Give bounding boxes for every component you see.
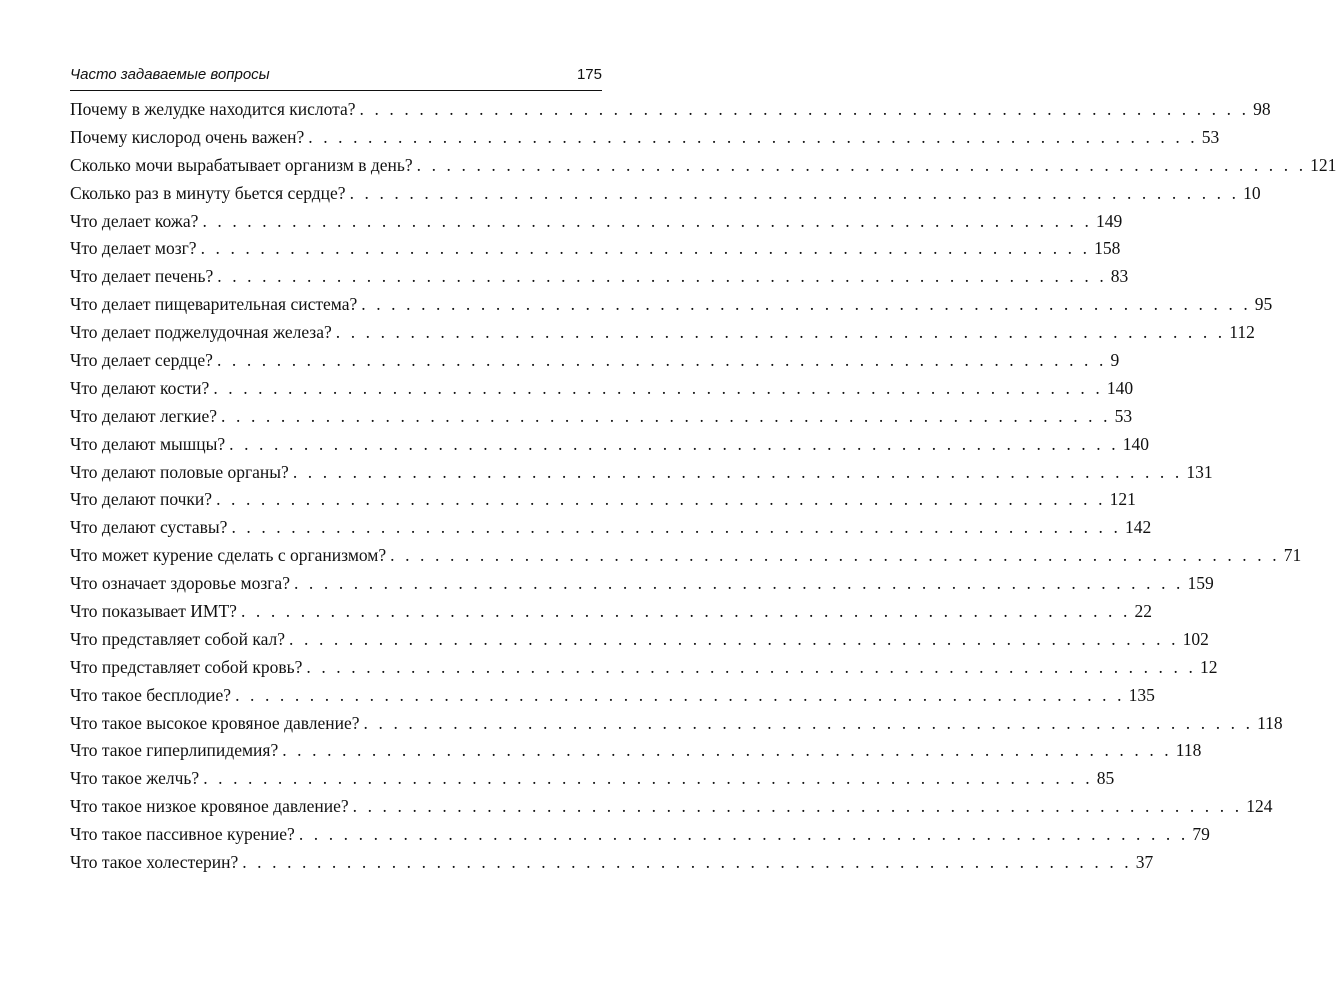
index-entry-page-number: 53: [1114, 405, 1133, 426]
index-entry-page-number: 71: [1283, 545, 1302, 566]
dot-leader: . . . . . . . . . . . . . . . . . . . . . . . . . . . . . . . . . . . . . . . . . . . . . . . . . . . . . . . . . . . .: [213, 377, 1103, 398]
index-entry-question: Что делает кожа?: [70, 210, 199, 231]
index-entry-question: Что делают суставы?: [70, 517, 228, 538]
index-entry-question: Что делают кости?: [70, 377, 210, 398]
index-entry-page-number: 37: [1135, 852, 1154, 873]
index-entry: [70, 322, 1255, 350]
index-entry: [70, 461, 1213, 490]
index-entry-page-number: 121: [1109, 489, 1136, 510]
index-entry: [70, 545, 1302, 573]
index-entry-question: Что показывает ИМТ?: [70, 601, 237, 622]
index-entry-page-number: 79: [1192, 824, 1210, 845]
index-entry-question: Что делает печень?: [70, 266, 214, 287]
dot-leader: . . . . . . . . . . . . . . . . . . . . . . . . . . . . . . . . . . . . . . . . . . . . . . . . . . . . . . . . . . . .: [293, 573, 1184, 594]
index-entry: [70, 517, 1152, 545]
dot-leader: . . . . . . . . . . . . . . . . . . . . . . . . . . . . . . . . . . . . . . . . . . . . . . . . . . . . . . . . . . . .: [235, 684, 1125, 705]
dot-leader: . . . . . . . . . . . . . . . . . . . . . . . . . . . . . . . . . . . . . . . . . . . . . . . . . . . . . . . . . . . .: [298, 824, 1189, 845]
index-entry-page-number: 121: [1310, 154, 1336, 175]
index-entry-page-number: 53: [1201, 126, 1220, 147]
index-entry-question: Что делают почки?: [70, 489, 213, 510]
dot-leader: . . . . . . . . . . . . . . . . . . . . . . . . . . . . . . . . . . . . . . . . . . . . . . . . . . . . . . . . . . . .: [216, 350, 1107, 371]
index-entry-page-number: 9: [1110, 350, 1120, 371]
index-entry-page-number: 118: [1175, 740, 1202, 761]
index-entry-page-number: 102: [1182, 628, 1209, 649]
index-entry-question: Что такое высокое кровяное давление?: [70, 712, 360, 733]
index-entry-question: Что делает мозг?: [70, 238, 197, 259]
index-entry: [70, 768, 1115, 796]
index-entry-page-number: 85: [1096, 768, 1115, 789]
index-entry-page-number: 158: [1094, 238, 1121, 259]
index-entry: [70, 294, 1273, 322]
dot-leader: . . . . . . . . . . . . . . . . . . . . . . . . . . . . . . . . . . . . . . . . . . . . . . . . . . . . . . . . . . . .: [216, 489, 1106, 510]
index-entry-question: Что делают легкие?: [70, 405, 218, 426]
index-entry: [70, 852, 1154, 880]
index-entry-question: Что делают мышцы?: [70, 433, 226, 454]
index-entry: [70, 350, 1120, 378]
index-entry-page-number: 83: [1110, 266, 1129, 287]
index-entry: [70, 656, 1218, 685]
index-entry: [70, 182, 1261, 211]
running-head: [70, 64, 602, 88]
index-entry-question: Что такое желчь?: [70, 768, 200, 789]
index-entry: [70, 126, 1220, 155]
index-entry-page-number: 118: [1257, 712, 1283, 733]
index-entry-question: Что такое пассивное курение?: [70, 824, 295, 845]
dot-leader: . . . . . . . . . . . . . . . . . . . . . . . . . . . . . . . . . . . . . . . . . . . . . . . . . . . . . . . . . . . .: [231, 517, 1121, 538]
index-entry-page-number: 140: [1122, 433, 1149, 454]
index-entry: [70, 684, 1155, 713]
index-entry-page-number: 159: [1187, 573, 1214, 594]
dot-leader: . . . . . . . . . . . . . . . . . . . . . . . . . . . . . . . . . . . . . . . . . . . . . . . . . . . . . . . . . . . .: [306, 656, 1196, 677]
dot-leader: . . . . . . . . . . . . . . . . . . . . . . . . . . . . . . . . . . . . . . . . . . . . . . . . . . . . . . . . . . . .: [202, 210, 1092, 231]
index-entry: [70, 266, 1129, 294]
index-entry-page-number: 140: [1106, 377, 1134, 398]
index-entry: [70, 796, 1273, 824]
dot-leader: . . . . . . . . . . . . . . . . . . . . . . . . . . . . . . . . . . . . . . . . . . . . . . . . . . . . . . . . . . . .: [352, 796, 1243, 817]
dot-leader: . . . . . . . . . . . . . . . . . . . . . . . . . . . . . . . . . . . . . . . . . . . . . . . . . . . . . . . . . . . .: [282, 740, 1172, 761]
index-entry-page-number: 124: [1246, 796, 1273, 817]
index-entry: [70, 405, 1133, 434]
index-entry-question: Что делают половые органы?: [70, 461, 289, 482]
running-head-page-number: 175: [576, 66, 602, 83]
index-entry-question: Что такое бесплодие?: [70, 684, 232, 705]
dot-leader: . . . . . . . . . . . . . . . . . . . . . . . . . . . . . . . . . . . . . . . . . . . . . . . . . . . . . . . . . . . .: [308, 126, 1198, 147]
index-entry-question: Почему кислород очень важен?: [70, 126, 305, 147]
dot-leader: . . . . . . . . . . . . . . . . . . . . . . . . . . . . . . . . . . . . . . . . . . . . . . . . . . . . . . . . . . . .: [335, 322, 1226, 343]
index-entry: [70, 824, 1210, 852]
dot-leader: . . . . . . . . . . . . . . . . . . . . . . . . . . . . . . . . . . . . . . . . . . . . . . . . . . . . . . . . . . . .: [217, 266, 1107, 287]
header-rule: [70, 90, 602, 91]
index-entry-page-number: 131: [1186, 461, 1213, 482]
index-entry: [70, 99, 1271, 127]
index-entry-page-number: 22: [1134, 601, 1152, 622]
running-head-title: Часто задаваемые вопросы: [70, 66, 270, 83]
index-entry-question: Что такое гиперлипидемия?: [70, 740, 279, 761]
index-entry-question: Почему в желудке находится кислота?: [70, 99, 356, 119]
dot-leader: . . . . . . . . . . . . . . . . . . . . . . . . . . . . . . . . . . . . . . . . . . . . . . . . . . . . . . . . . . . .: [203, 768, 1093, 789]
index-entry-page-number: 10: [1243, 182, 1261, 203]
index-entry-question: Что означает здоровье мозга?: [70, 573, 290, 594]
index-entry: [70, 210, 1123, 239]
index-entry: [70, 433, 1149, 462]
index-entry-question: Что делает пищеварительная система?: [70, 294, 358, 315]
index-entry-page-number: 149: [1095, 210, 1123, 231]
index-entry: [70, 154, 1336, 183]
dot-leader: . . . . . . . . . . . . . . . . . . . . . . . . . . . . . . . . . . . . . . . . . . . . . . . . . . . . . . . . . . . .: [359, 99, 1250, 119]
index-entry-question: Что делает поджелудочная железа?: [70, 322, 332, 343]
index-entry-page-number: 135: [1128, 684, 1155, 705]
index-entry: [70, 712, 1283, 741]
dot-leader: . . . . . . . . . . . . . . . . . . . . . . . . . . . . . . . . . . . . . . . . . . . . . . . . . . . . . . . . . . . .: [361, 294, 1251, 315]
index-entry: [70, 377, 1134, 406]
question-index-list: [70, 99, 1336, 880]
index-entry-page-number: 95: [1254, 294, 1273, 315]
dot-leader: . . . . . . . . . . . . . . . . . . . . . . . . . . . . . . . . . . . . . . . . . . . . . . . . . . . . . . . . . . . .: [240, 601, 1131, 622]
index-entry-page-number: 112: [1229, 322, 1255, 343]
dot-leader: . . . . . . . . . . . . . . . . . . . . . . . . . . . . . . . . . . . . . . . . . . . . . . . . . . . . . . . . . . . .: [242, 852, 1132, 873]
index-entry: [70, 628, 1209, 657]
index-entry-question: Что такое низкое кровяное давление?: [70, 796, 349, 817]
dot-leader: . . . . . . . . . . . . . . . . . . . . . . . . . . . . . . . . . . . . . . . . . . . . . . . . . . . . . . . . . . . .: [416, 154, 1307, 175]
index-entry-page-number: 142: [1124, 517, 1152, 538]
dot-leader: . . . . . . . . . . . . . . . . . . . . . . . . . . . . . . . . . . . . . . . . . . . . . . . . . . . . . . . . . . . .: [292, 461, 1183, 482]
index-entry: [70, 573, 1214, 601]
dot-leader: . . . . . . . . . . . . . . . . . . . . . . . . . . . . . . . . . . . . . . . . . . . . . . . . . . . . . . . . . . . .: [200, 238, 1091, 259]
dot-leader: . . . . . . . . . . . . . . . . . . . . . . . . . . . . . . . . . . . . . . . . . . . . . . . . . . . . . . . . . . . .: [229, 433, 1119, 454]
index-entry-question: Что делает сердце?: [70, 350, 213, 371]
index-entry-question: Сколько раз в минуту бьется сердце?: [70, 182, 346, 203]
index-entry-question: Что представляет собой кал?: [70, 628, 286, 649]
dot-leader: . . . . . . . . . . . . . . . . . . . . . . . . . . . . . . . . . . . . . . . . . . . . . . . . . . . . . . . . . . . .: [363, 712, 1254, 733]
dot-leader: . . . . . . . . . . . . . . . . . . . . . . . . . . . . . . . . . . . . . . . . . . . . . . . . . . . . . . . . . . . .: [390, 545, 1280, 566]
index-entry: [70, 740, 1202, 768]
index-entry-question: Сколько мочи вырабатывает организм в день?: [70, 154, 413, 175]
index-entry: [70, 601, 1152, 629]
index-entry-question: Что такое холестерин?: [70, 852, 239, 873]
index-entry-question: Что может курение сделать с организмом?: [70, 545, 387, 566]
dot-leader: . . . . . . . . . . . . . . . . . . . . . . . . . . . . . . . . . . . . . . . . . . . . . . . . . . . . . . . . . . . .: [221, 405, 1111, 426]
dot-leader: . . . . . . . . . . . . . . . . . . . . . . . . . . . . . . . . . . . . . . . . . . . . . . . . . . . . . . . . . . . .: [349, 182, 1240, 203]
dot-leader: . . . . . . . . . . . . . . . . . . . . . . . . . . . . . . . . . . . . . . . . . . . . . . . . . . . . . . . . . . . .: [289, 628, 1179, 649]
index-entry: [70, 238, 1121, 266]
index-entry-page-number: 98: [1253, 99, 1271, 119]
index-entry: [70, 489, 1136, 517]
index-entry-page-number: 12: [1199, 656, 1218, 677]
index-entry-question: Что представляет собой кровь?: [70, 656, 303, 677]
